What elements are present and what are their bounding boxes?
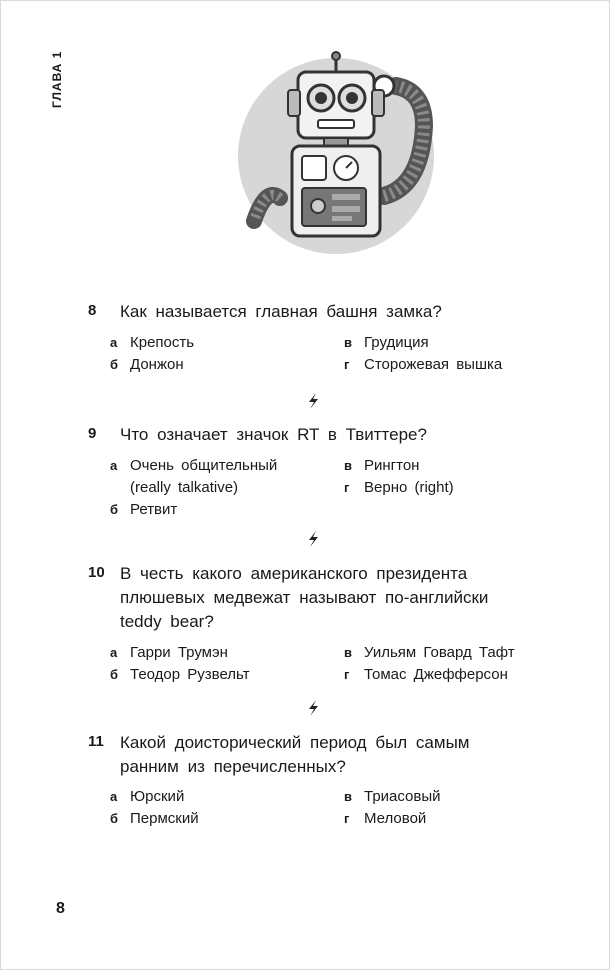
option-a: а Крепость (110, 334, 195, 351)
chapter-label: ГЛАВА 1 (50, 50, 64, 108)
separator-bolt-icon (304, 392, 322, 410)
option-c: в Рингтон (344, 457, 420, 474)
option-a: а Гарри Трумэн (110, 644, 228, 661)
question-text: Какой доисторический период был самым ранним из перечисленных? (120, 733, 470, 776)
option-a: а Юрский (110, 788, 185, 805)
option-c: в Грудиция (344, 334, 429, 351)
option-d: г Томас Джефферсон (344, 666, 508, 683)
option-b: б Ретвит (110, 501, 178, 518)
separator-bolt-icon (304, 699, 322, 717)
option-c: в Триасовый (344, 788, 441, 805)
option-d: г Верно (right) (344, 479, 454, 496)
robot-illustration (236, 46, 456, 256)
question-text: В честь какого американского президента плюшевых медвежат называют по-английски teddy bear? (120, 564, 489, 631)
option-b: б Донжон (110, 356, 184, 373)
option-d: г Меловой (344, 810, 427, 827)
option-a: а Очень общительный (110, 457, 278, 474)
question-number: 8 (88, 302, 97, 319)
page-number: 8 (56, 900, 65, 917)
option-b: б Теодор Рузвельт (110, 666, 250, 683)
question-number: 11 (88, 733, 104, 750)
separator-bolt-icon (304, 530, 322, 548)
question-text: Что означает значок RT в Твиттере? (120, 425, 427, 444)
option-a-line2: (really talkative) (130, 479, 239, 496)
question-text: Как называется главная башня замка? (120, 302, 442, 321)
option-b: б Пермский (110, 810, 199, 827)
question-number: 10 (88, 564, 105, 581)
question-number: 9 (88, 425, 97, 442)
option-c: в Уильям Говард Тафт (344, 644, 515, 661)
option-d: г Сторожевая вышка (344, 356, 503, 373)
